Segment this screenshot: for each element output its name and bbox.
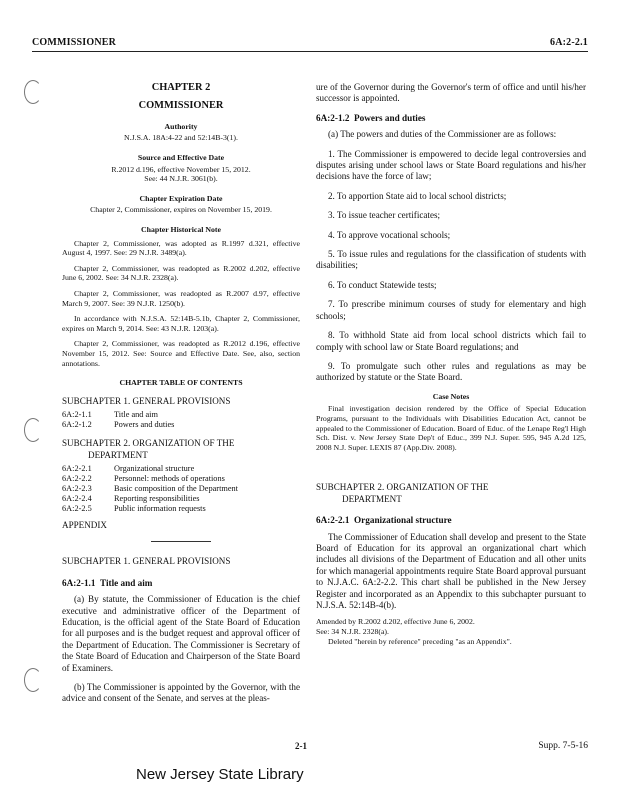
- toc-entry[interactable]: 6A:2-2.5 Public information requests: [62, 503, 206, 513]
- page-number: 2-1: [295, 741, 307, 751]
- toc-subchapter-2-cont: DEPARTMENT: [88, 449, 148, 460]
- list-item: 2. To apportion State aid to local school districts;: [328, 190, 507, 201]
- subchapter-1-heading: SUBCHAPTER 1. GENERAL PROVISIONS: [62, 556, 231, 567]
- list-item: 9. To promulgate such other rules and regulations as may be authorized by statute or the State Board.: [316, 360, 586, 383]
- running-header-left: COMMISSIONER: [32, 37, 117, 48]
- section-6a-2-1-1-heading: 6A:2-1.1 Title and aim: [62, 577, 153, 588]
- list-item: 4. To approve vocational schools;: [328, 229, 451, 240]
- library-watermark: New Jersey State Library: [136, 766, 304, 783]
- toc-appendix: APPENDIX: [62, 519, 107, 530]
- list-item: 7. To prescribe minimum courses of study for elementary and high schools;: [316, 299, 586, 321]
- expiration-heading: Chapter Expiration Date: [139, 193, 223, 203]
- binder-hole-middle: [24, 418, 42, 442]
- list-item: 6. To conduct Statewide tests;: [328, 279, 437, 290]
- right-column: [316, 82, 586, 646]
- amendment-note-2: See: 34 N.J.R. 2328(a).: [316, 626, 389, 636]
- toc-entry[interactable]: 6A:2-2.3 Basic composition of the Department: [62, 483, 238, 493]
- history-note-5: Chapter 2, Commissioner, was readopted as R.2012 d.196, effective November 15, 2012. See: Source and Effective Date. See, also, section annotations.: [62, 339, 300, 368]
- amendment-note-1: Amended by R.2002 d.202, effective June 6, 2002.: [316, 617, 475, 627]
- section-6a-2-1-2-para-a: (a) The powers and duties of the Commissioner are as follows:: [328, 129, 557, 140]
- toc-subchapter-2: SUBCHAPTER 2. ORGANIZATION OF THE: [62, 438, 235, 449]
- section-6a-2-1-1-para-a: (a) By statute, the Commissioner of Education is the chief executive and administrative officer of the Department of Education, is the official agent of the State Board of Education for all purposes and is the budget request and approval officer of the Department of Education. The Commissioner is Secretary of the State Board of Education and Chairperson of the State Board of Examiners.: [62, 594, 300, 673]
- toc-entry[interactable]: 6A:2-2.4 Reporting responsibilities: [62, 493, 200, 503]
- authority-heading: Authority: [164, 121, 198, 131]
- section-6a-2-2-1-heading: 6A:2-2.1 Organizational structure: [316, 515, 452, 526]
- authority-text: N.J.S.A. 18A:4-22 and 52:14B-3(1).: [124, 133, 238, 143]
- history-note-4: In accordance with N.J.S.A. 52:14B-5.1b, Chapter 2, Commissioner, expires on March 9, 2014. See: 43 N.J.R. 1203(a).: [62, 314, 300, 333]
- history-note-3: Chapter 2, Commissioner, was readopted as R.2007 d.97, effective March 9, 2007. See: 39 N.J.R. 1250(b).: [62, 288, 300, 308]
- list-item: 8. To withhold State aid from local school districts which fail to comply with school law or State Board regulations; and: [316, 330, 586, 352]
- section-6a-2-1-2-heading: 6A:2-1.2 Powers and duties: [316, 112, 426, 123]
- source-text-2: See: 44 N.J.R. 3061(b).: [144, 174, 218, 184]
- toc-heading: CHAPTER TABLE OF CONTENTS: [119, 378, 243, 388]
- binder-hole-bottom: [24, 668, 42, 692]
- list-item: 1. The Commissioner is empowered to decide legal controversies and disputes arising under school laws or State Board regulations and his/her decisions have the force of law;: [316, 148, 586, 182]
- section-6a-2-2-1-text: The Commissioner of Education shall develop and present to the State Board of Education for its approval an organizational chart which includes all divisions of the Department of Education and all other units for which managerial appointments require State Board approval pursuant to N.J.A.C. 6A:2-2.2. This chart shall be published in the New Jersey Register and incorporated as an Appendix to this subchapter pursuant to N.J.S.A. 52:14B-4(b).: [316, 531, 586, 610]
- toc-list-2: [62, 464, 300, 514]
- history-note-2: Chapter 2, Commissioner, was readopted as R.2002 d.202, effective June 6, 2002. See: 34 N.J.R. 2328(a).: [62, 263, 300, 283]
- list-item: 3. To issue teacher certificates;: [328, 210, 441, 221]
- header-rule: [32, 51, 588, 52]
- continued-text: ure of the Governor during the Governor's term of office and until his/her successor is appointed.: [316, 82, 586, 104]
- toc-entry[interactable]: 6A:2-2.2 Personnel: methods of operations: [62, 473, 225, 483]
- section-divider: [151, 541, 211, 542]
- case-notes-text: Final investigation decision rendered by the Office of Special Education Programs, pursuant to the Individuals with Disabilities Education Act, cannot be appealed to the Commissioner of Education. Board of Educ. of the Lenape Reg'l High Sch. Dist. v. New Jersey State Dep't of Educ., 399 N.J. Super. 595, 945 A.2d 125, 2008 N.J. Super. LEXIS 87 (App.Div. 2008).: [316, 404, 586, 452]
- toc-entry[interactable]: 6A:2-1.1 Title and aim: [62, 410, 158, 420]
- history-heading: Chapter Historical Note: [141, 224, 221, 234]
- section-6a-2-1-1-para-b: (b) The Commissioner is appointed by the Governor, with the advice and consent of the Senate, and serves at the pleas-: [62, 681, 300, 704]
- history-note-1: Chapter 2, Commissioner, was adopted as R.1997 d.321, effective August 4, 1997. See: 29 N.J.R. 3489(a).: [62, 238, 300, 258]
- powers-list: [316, 149, 586, 384]
- subchapter-2-heading: SUBCHAPTER 2. ORGANIZATION OF THE: [316, 482, 489, 493]
- expiration-text: Chapter 2, Commissioner, expires on November 15, 2019.: [90, 205, 272, 215]
- running-header-right: 6A:2-2.1: [550, 37, 588, 48]
- chapter-title: COMMISSIONER: [138, 100, 224, 112]
- binder-hole-top: [24, 80, 42, 104]
- case-notes-heading: Case Notes: [432, 391, 470, 401]
- source-text-1: R.2012 d.196, effective November 15, 2012.: [111, 164, 251, 174]
- toc-list-1: [62, 410, 300, 430]
- subchapter-2-heading-cont: DEPARTMENT: [342, 493, 402, 504]
- left-column: [62, 82, 300, 711]
- toc-subchapter-1: SUBCHAPTER 1. GENERAL PROVISIONS: [62, 395, 231, 406]
- chapter-number: CHAPTER 2: [151, 82, 211, 93]
- amendment-note-3: Deleted "herein by reference" preceding "as an Appendix".: [328, 636, 512, 646]
- list-item: 5. To issue rules and regulations for the classification of students with disabilities;: [316, 249, 586, 271]
- toc-entry[interactable]: 6A:2-1.2 Powers and duties: [62, 420, 175, 430]
- source-heading: Source and Effective Date: [137, 153, 225, 162]
- toc-entry[interactable]: 6A:2-2.1 Organizational structure: [62, 463, 195, 473]
- supplement-date: Supp. 7-5-16: [538, 741, 588, 751]
